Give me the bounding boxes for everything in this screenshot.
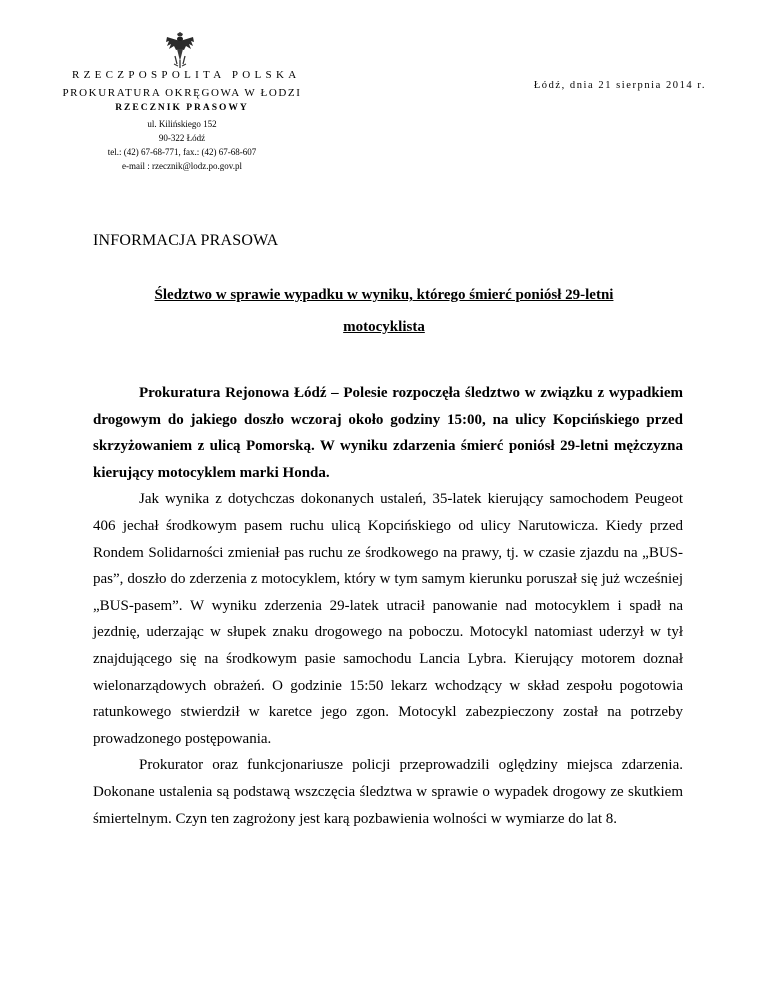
press-release-title-line-2: motocyklista <box>343 319 425 335</box>
press-release-body <box>93 380 683 832</box>
document-type-heading: INFORMACJA PRASOWA <box>93 232 279 249</box>
header-republic-line: RZECZPOSPOLITA POLSKA <box>72 69 301 81</box>
press-release-title-line-1: Śledztwo w sprawie wypadku w wyniku, którego śmierć poniósł 29-letni <box>154 287 614 303</box>
header-email: e-mail : rzecznik@lodz.po.gov.pl <box>122 161 242 171</box>
lead-paragraph: Prokuratura Rejonowa Łódź – Polesie rozpoczęła śledztwo w związku z wypadkiem drogowym do jakiego doszło wczoraj około godziny 15:00, na ulicy Kopcińskiego przed skrzyżowaniem z ulicą Pomorską. W wyniku zdarzenia śmierć poniósł 29-letni mężczyzna kierujący motocyklem marki Honda. <box>93 385 683 481</box>
body-paragraph: Prokurator oraz funkcjonariusze policji przeprowadzili oględziny miejsca zdarzenia. Dokonane ustalenia są podstawą wszczęcia śledztwa w sprawie o wypadek drogowy ze skutkiem śmiertelnym. Czyn ten zagrożony jest karą pozbawienia wolności w wymiarze do lat 8. <box>93 757 683 827</box>
header-street-address: ul. Kilińskiego 152 <box>147 119 217 129</box>
body-paragraph: Jak wynika z dotychczas dokonanych ustaleń, 35-latek kierujący samochodem Peugeot 406 jechał środkowym pasem ruchu ulicą Kopcińskiego od ulicy Narutowicza. Kiedy przed Rondem Solidarności zmieniał pas ruchu ze środkowego na prawy, tj. w czasie zjazdu na „BUS-pas”, doszło do zderzenia z motocyklem, który w tym samym kierunku poruszał się już wcześniej „BUS-pasem”. W wyniku zderzenia 29-latek utracił panowanie nad motocyklem i spadł na jezdnię, uderzając w słupek znaku drogowego na poboczu. Motocykl natomiast uderzył w tył znajdującego się na środkowym pasie samochodu Lancia Lybra. Kierujący motorem doznał wielonarządowych obrażeń. O godzinie 15:50 lekarz wchodzący w skład zespołu pogotowia ratunkowego stwierdził w karetce jego zgon. Motocykl zabezpieczony został na potrzeby prowadzonego postępowania. <box>93 491 683 747</box>
polish-eagle-emblem-icon <box>165 32 195 68</box>
document-date: Łódź, dnia 21 sierpnia 2014 r. <box>533 80 706 91</box>
header-press-spokesperson-line: RZECZNIK PRASOWY <box>115 103 249 113</box>
header-phone-fax: tel.: (42) 67-68-771, fax.: (42) 67-68-607 <box>107 147 257 157</box>
header-prosecutor-office-line: PROKURATURA OKRĘGOWA W ŁODZI <box>62 87 302 99</box>
header-postal-address: 90-322 Łódź <box>158 133 206 143</box>
